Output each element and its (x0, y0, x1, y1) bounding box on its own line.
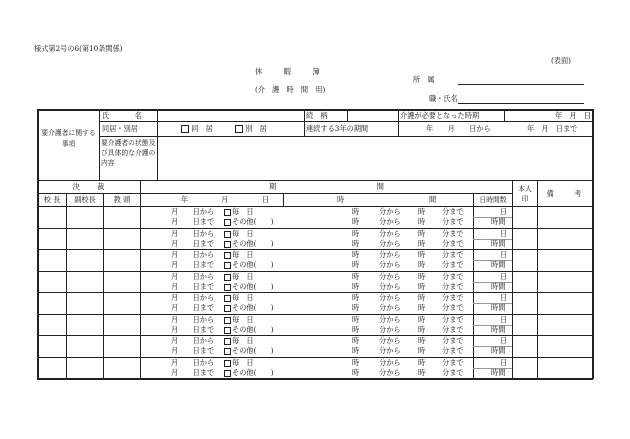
entry-start-minute: 分から (379, 250, 401, 259)
entry-start-minute: 分から (379, 229, 401, 238)
principal-label: 校 長 (43, 195, 61, 205)
condition-label: 要介護者の状態及び具体的な介護の内容 (101, 139, 156, 167)
other-checkbox[interactable] (224, 284, 231, 291)
col-year: 年 (181, 195, 189, 205)
entry-end-minute: 分まで (442, 368, 464, 377)
entry-start-minute: 分から (379, 346, 401, 355)
period-label: 期 間 (268, 182, 384, 192)
entry-count: 日 (500, 250, 508, 259)
other-checkbox[interactable] (224, 348, 231, 355)
affiliation-line (458, 84, 584, 85)
consecutive-period-to: 年 月 日まで (527, 124, 578, 134)
entry-end-minute: 分まで (442, 250, 464, 259)
entry-start-hour: 時 (352, 217, 360, 226)
other-option[interactable] (224, 326, 274, 334)
entry-end-hour: 時 (418, 346, 426, 355)
entry-end-hour: 時 (418, 260, 426, 269)
entry-date: 月 日まで (171, 282, 215, 291)
entry-start-minute: 分から (379, 368, 401, 377)
entry-date: 月 日まで (171, 346, 215, 355)
position-name-label: 職・氏名 (429, 94, 458, 103)
option-label: 毎 日 (232, 315, 254, 324)
entry-start-hour: 時 (352, 250, 360, 259)
every-day-checkbox[interactable] (224, 360, 231, 367)
entry-end-minute: 分まで (442, 207, 464, 216)
option-label: その他( ) (232, 260, 274, 269)
entry-start-minute: 分から (379, 239, 401, 248)
entry-count: 時間 (491, 325, 506, 334)
other-option[interactable] (224, 304, 274, 312)
col-time: 時 (337, 195, 345, 205)
entry-start-hour: 時 (352, 336, 360, 345)
entry-count: 日 (500, 293, 508, 302)
entry-start-hour: 時 (352, 239, 360, 248)
every-day-option[interactable] (224, 208, 254, 216)
entry-count: 日 (500, 315, 508, 324)
every-day-option[interactable] (224, 337, 254, 345)
every-day-checkbox[interactable] (224, 274, 231, 281)
decision-label: 決 裁 (72, 182, 106, 192)
entry-end-minute: 分まで (442, 282, 464, 291)
hours-count-label: 日時間数 (479, 195, 507, 204)
option-label: 毎 日 (232, 229, 254, 238)
entry-date: 月 日から (171, 315, 215, 324)
entry-date: 月 日から (171, 293, 215, 302)
every-day-option[interactable] (224, 230, 254, 238)
option-label: その他( ) (232, 303, 274, 312)
option-label: 毎 日 (232, 272, 254, 281)
other-checkbox[interactable] (224, 305, 231, 312)
entry-end-hour: 時 (418, 207, 426, 216)
entry-end-hour: 時 (418, 368, 426, 377)
other-option[interactable] (224, 369, 274, 377)
entry-start-hour: 時 (352, 358, 360, 367)
entry-start-minute: 分から (379, 336, 401, 345)
care-needed-from-date: 年 月 日 (555, 110, 591, 120)
vice-principal-label: 副校長 (74, 195, 96, 205)
entry-date: 月 日まで (171, 260, 215, 269)
entry-date: 月 日から (171, 358, 215, 367)
remarks-label: 備 考 (546, 188, 584, 198)
entry-end-minute: 分まで (442, 315, 464, 324)
entry-start-minute: 分から (379, 217, 401, 226)
other-option[interactable] (224, 283, 274, 291)
entry-count: 時間 (491, 346, 506, 355)
entry-start-minute: 分から (379, 293, 401, 302)
every-day-checkbox[interactable] (224, 209, 231, 216)
table-right-border (592, 109, 594, 379)
entry-date: 月 日まで (171, 303, 215, 312)
entry-end-hour: 時 (418, 250, 426, 259)
every-day-option[interactable] (224, 273, 254, 281)
every-day-option[interactable] (224, 359, 254, 367)
entry-start-hour: 時 (352, 282, 360, 291)
care-section-label: 要介護者に関する事項 (41, 129, 96, 148)
entry-count: 日 (500, 229, 508, 238)
entry-date: 月 日から (171, 250, 215, 259)
entry-start-minute: 分から (379, 358, 401, 367)
option-label: その他( ) (232, 282, 274, 291)
entry-start-minute: 分から (379, 325, 401, 334)
option-label: 毎 日 (232, 250, 254, 259)
name-label: 氏 名 (102, 110, 143, 120)
entry-start-hour: 時 (352, 325, 360, 334)
entry-end-minute: 分まで (442, 260, 464, 269)
entry-date: 月 日まで (171, 217, 215, 226)
seal-label: 本人印 (518, 184, 532, 203)
entry-date: 月 日まで (171, 239, 215, 248)
every-day-option[interactable] (224, 251, 254, 259)
entry-start-minute: 分から (379, 272, 401, 281)
affiliation-label: 所 属 (413, 75, 435, 84)
every-day-checkbox[interactable] (224, 231, 231, 238)
option-label: その他( ) (232, 368, 274, 377)
entry-start-hour: 時 (352, 293, 360, 302)
entry-start-hour: 時 (352, 272, 360, 281)
entry-count: 日 (500, 207, 508, 216)
consecutive-period-label: 連続する3年の期間 (306, 124, 369, 134)
entry-count: 日 (500, 336, 508, 345)
position-name-line (458, 103, 584, 104)
entry-end-hour: 時 (418, 239, 426, 248)
other-checkbox[interactable] (224, 370, 231, 377)
entry-count: 日 (500, 272, 508, 281)
entry-end-hour: 時 (418, 303, 426, 312)
living-label: 同居・別居 (102, 124, 138, 134)
form-number: 様式第2号の6(第10条関係) (34, 44, 123, 53)
option-label: 毎 日 (232, 207, 254, 216)
entry-end-hour: 時 (418, 217, 426, 226)
entry-end-minute: 分まで (442, 325, 464, 334)
entry-start-hour: 時 (352, 315, 360, 324)
option-label: 毎 日 (232, 293, 254, 302)
entry-date: 月 日まで (171, 325, 215, 334)
living-separate-checkbox[interactable] (235, 125, 243, 133)
entry-count: 時間 (491, 282, 506, 291)
entry-date: 月 日から (171, 272, 215, 281)
entry-date: 月 日まで (171, 368, 215, 377)
every-day-option[interactable] (224, 294, 254, 302)
entry-end-minute: 分まで (442, 293, 464, 302)
other-option[interactable] (224, 218, 274, 226)
entry-start-minute: 分から (379, 303, 401, 312)
other-checkbox[interactable] (224, 327, 231, 334)
page-side: (表面) (551, 56, 571, 65)
relation-label: 続 柄 (306, 110, 328, 120)
option-label: 毎 日 (232, 336, 254, 345)
other-checkbox[interactable] (224, 262, 231, 269)
table-bottom-border (37, 378, 593, 380)
entry-count: 時間 (491, 260, 506, 269)
option-label: その他( ) (232, 325, 274, 334)
entry-count: 時間 (491, 303, 506, 312)
entry-end-hour: 時 (418, 293, 426, 302)
entry-start-hour: 時 (352, 260, 360, 269)
entry-end-minute: 分まで (442, 358, 464, 367)
every-day-checkbox[interactable] (224, 252, 231, 259)
col-day: 日 (262, 195, 270, 205)
entry-end-hour: 時 (418, 336, 426, 345)
entry-end-minute: 分まで (442, 303, 464, 312)
option-label: その他( ) (232, 346, 274, 355)
entry-start-hour: 時 (352, 368, 360, 377)
entry-count: 時間 (491, 239, 506, 248)
other-option[interactable] (224, 347, 274, 355)
entry-end-minute: 分まで (442, 217, 464, 226)
entry-end-hour: 時 (418, 229, 426, 238)
head-teacher-label: 教 頭 (113, 195, 131, 205)
entry-date: 月 日から (171, 229, 215, 238)
care-needed-from-label: 介護が必要となった時期 (400, 110, 480, 120)
entry-date: 月 日から (171, 336, 215, 345)
entry-end-hour: 時 (418, 358, 426, 367)
living-together-checkbox[interactable] (181, 125, 189, 133)
every-day-checkbox[interactable] (224, 317, 231, 324)
entry-start-hour: 時 (352, 303, 360, 312)
every-day-option[interactable] (224, 316, 254, 324)
entry-end-hour: 時 (418, 315, 426, 324)
other-checkbox[interactable] (224, 241, 231, 248)
every-day-checkbox[interactable] (224, 338, 231, 345)
other-option[interactable] (224, 261, 274, 269)
entry-end-minute: 分まで (442, 346, 464, 355)
every-day-checkbox[interactable] (224, 295, 231, 302)
entry-start-minute: 分から (379, 315, 401, 324)
form-subtitle: (介 護 時 間 用) (255, 85, 326, 94)
option-label: その他( ) (232, 217, 274, 226)
entry-start-minute: 分から (379, 282, 401, 291)
entry-end-hour: 時 (418, 272, 426, 281)
entry-start-hour: 時 (352, 346, 360, 355)
living-together-option[interactable]: 同 居 (181, 122, 213, 136)
entry-end-minute: 分まで (442, 272, 464, 281)
entry-start-hour: 時 (352, 229, 360, 238)
entry-count: 日 (500, 358, 508, 367)
entry-end-minute: 分まで (442, 336, 464, 345)
form-title: 休 暇 簿 (255, 67, 320, 76)
living-separate-option[interactable]: 別 居 (235, 122, 267, 136)
col-month: 月 (221, 195, 229, 205)
entry-date: 月 日から (171, 207, 215, 216)
entry-end-hour: 時 (418, 325, 426, 334)
entry-end-minute: 分まで (442, 229, 464, 238)
other-checkbox[interactable] (224, 219, 231, 226)
other-option[interactable] (224, 240, 274, 248)
option-label: 毎 日 (232, 358, 254, 367)
entry-count: 時間 (491, 368, 506, 377)
option-label: その他( ) (232, 239, 274, 248)
entry-end-minute: 分まで (442, 239, 464, 248)
entry-count: 時間 (491, 217, 506, 226)
entry-end-hour: 時 (418, 282, 426, 291)
entry-start-minute: 分から (379, 260, 401, 269)
entry-start-hour: 時 (352, 207, 360, 216)
consecutive-period-from: 年 月 日から (426, 124, 491, 134)
col-interval: 間 (429, 195, 437, 205)
entry-start-minute: 分から (379, 207, 401, 216)
